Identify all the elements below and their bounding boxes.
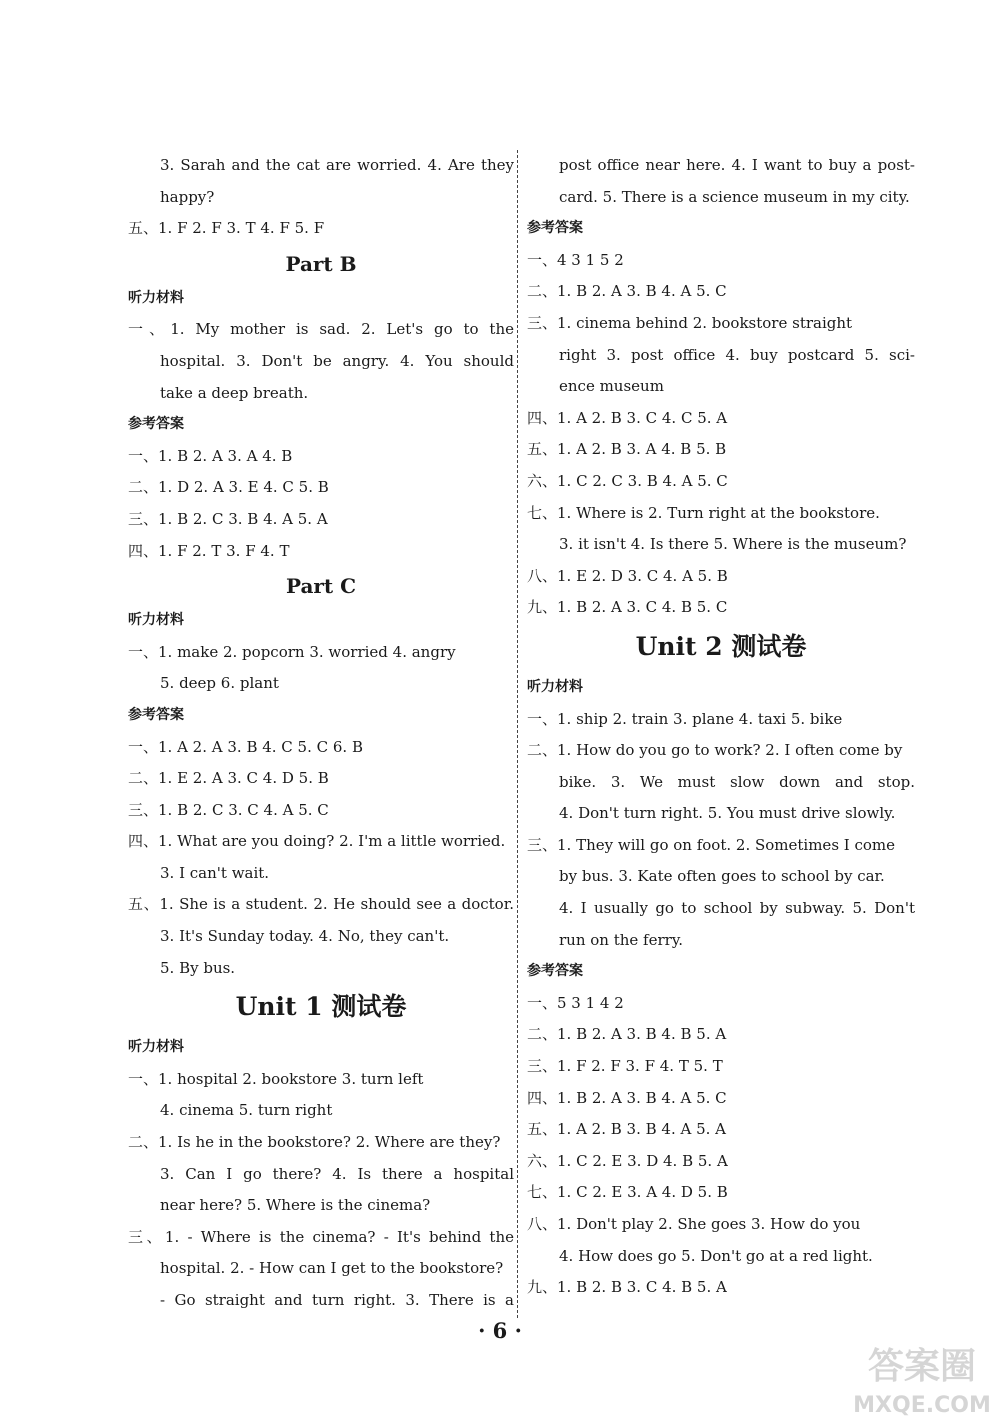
- part-heading: Part C: [285, 574, 357, 599]
- section-label: 听力材料: [527, 678, 583, 695]
- answer-line: 五、1. A 2. B 3. A 4. B 5. B: [527, 440, 727, 459]
- right-column: [527, 150, 915, 1304]
- answer-line: 八、1. E 2. D 3. C 4. A 5. B: [527, 566, 728, 585]
- answer-line: 九、1. B 2. A 3. C 4. B 5. C: [527, 598, 728, 617]
- answer-line: 四、1. What are you doing? 2. I'm a little worried.: [128, 832, 506, 851]
- answer-line: 4. I usually go to school by subway. 5. Don't: [559, 899, 915, 918]
- answer-line: hospital. 3. Don't be angry. 4. You should: [160, 351, 514, 370]
- answer-line: 二、1. B 2. A 3. B 4. B 5. A: [527, 1025, 727, 1044]
- answer-line: 三、1. - Where is the cinema? - It's behind the: [128, 1227, 514, 1246]
- section-label: 参考答案: [128, 416, 184, 433]
- answer-line: 三、1. They will go on foot. 2. Sometimes I come: [527, 835, 896, 854]
- answer-line: 七、1. Where is 2. Turn right at the bookstore.: [527, 503, 880, 522]
- answer-line: 二、1. How do you go to work? 2. I often come by: [527, 741, 903, 760]
- answer-line: 3. Can I go there? 4. Is there a hospital: [160, 1164, 514, 1183]
- answer-line: by bus. 3. Kate often goes to school by car.: [559, 867, 885, 886]
- answer-line: 4. How does go 5. Don't go at a red light.: [559, 1246, 873, 1265]
- section-heading: Unit 1 测试卷: [235, 992, 407, 1022]
- answer-line: 五、1. A 2. B 3. B 4. A 5. A: [527, 1120, 727, 1139]
- answer-line: 3. I can't wait.: [160, 863, 270, 882]
- answer-line: 二、1. B 2. A 3. B 4. A 5. C: [527, 282, 727, 301]
- answer-line: 一、5 3 1 4 2: [527, 993, 624, 1012]
- answer-line: 四、1. A 2. B 3. C 4. C 5. A: [527, 408, 728, 427]
- answer-line: 一、1. make 2. popcorn 3. worried 4. angry: [128, 642, 456, 661]
- page-number: · 6 ·: [478, 1318, 522, 1343]
- answer-line: 三、1. cinema behind 2. bookstore straight: [527, 313, 853, 332]
- section-heading: Unit 2 测试卷: [635, 631, 807, 661]
- answer-line: 一、1. ship 2. train 3. plane 4. taxi 5. bike: [527, 709, 843, 728]
- answer-line: - Go straight and turn right. 3. There is a: [160, 1291, 514, 1309]
- answer-line: 六、1. C 2. C 3. B 4. A 5. C: [527, 471, 728, 490]
- answer-line: 九、1. B 2. B 3. C 4. B 5. A: [527, 1278, 727, 1297]
- answer-line: 一、1. B 2. A 3. A 4. B: [128, 446, 293, 465]
- answer-line: 一、1. A 2. A 3. B 4. C 5. C 6. B: [128, 737, 363, 756]
- answer-line: 三、1. F 2. F 3. F 4. T 5. T: [527, 1057, 723, 1076]
- answer-line: 八、1. Don't play 2. She goes 3. How do you: [527, 1215, 861, 1233]
- answer-line: 一、4 3 1 5 2: [527, 250, 624, 269]
- answer-line: bike. 3. We must slow down and stop.: [559, 772, 915, 791]
- answer-line: 二、1. D 2. A 3. E 4. C 5. B: [128, 478, 329, 497]
- answer-line: 二、1. E 2. A 3. C 4. D 5. B: [128, 769, 329, 788]
- answer-line: 4. Don't turn right. 5. You must drive slowly.: [559, 804, 896, 823]
- answer-line: 三、1. B 2. C 3. C 4. A 5. C: [128, 800, 329, 819]
- answer-line: run on the ferry.: [559, 930, 684, 949]
- answer-line: 六、1. C 2. E 3. D 4. B 5. A: [527, 1151, 728, 1170]
- answer-line: 3. Sarah and the cat are worried. 4. Are they: [160, 156, 514, 174]
- answer-line: 3. It's Sunday today. 4. No, they can't.: [160, 927, 450, 946]
- section-label: 参考答案: [527, 963, 583, 980]
- section-label: 参考答案: [128, 706, 184, 723]
- answer-line: happy?: [160, 187, 215, 206]
- left-column: [128, 150, 514, 1317]
- answer-line: 二、1. Is he in the bookstore? 2. Where are they?: [128, 1133, 501, 1152]
- column-divider: [517, 150, 518, 1318]
- section-label: 参考答案: [527, 220, 583, 237]
- answer-line: hospital. 2. - How can I get to the bookstore?: [160, 1259, 504, 1278]
- answer-line: near here? 5. Where is the cinema?: [160, 1196, 431, 1215]
- answer-line: 四、1. F 2. T 3. F 4. T: [128, 541, 290, 560]
- answer-line: take a deep breath.: [160, 383, 309, 402]
- watermark-logo: [852, 1334, 992, 1420]
- answer-line: 五、1. F 2. F 3. T 4. F 5. F: [128, 219, 325, 238]
- answer-line: 一、1. My mother is sad. 2. Let's go to the: [128, 320, 514, 339]
- section-label: 听力材料: [128, 612, 184, 629]
- answer-line: card. 5. There is a science museum in my city.: [559, 187, 910, 206]
- section-label: 听力材料: [128, 289, 184, 306]
- answer-line: right 3. post office 4. buy postcard 5. sci-: [559, 345, 915, 364]
- answer-line: 一、1. hospital 2. bookstore 3. turn left: [128, 1069, 424, 1088]
- answer-line: 三、1. B 2. C 3. B 4. A 5. A: [128, 509, 328, 528]
- answer-line: 五、1. She is a student. 2. He should see a doctor.: [128, 895, 514, 914]
- answer-line: 七、1. C 2. E 3. A 4. D 5. B: [527, 1183, 728, 1202]
- answer-line: 四、1. B 2. A 3. B 4. A 5. C: [527, 1088, 727, 1107]
- answer-line: post office near here. 4. I want to buy a post-: [559, 156, 915, 174]
- section-label: 听力材料: [128, 1039, 184, 1056]
- answer-line: 5. By bus.: [160, 958, 236, 977]
- answer-line: 4. cinema 5. turn right: [160, 1101, 333, 1120]
- answer-line: ence museum: [559, 377, 664, 396]
- watermark-brand: 答案圈: [867, 1346, 977, 1387]
- answer-line: 3. it isn't 4. Is there 5. Where is the museum?: [559, 535, 907, 554]
- answer-line: 5. deep 6. plant: [160, 674, 279, 693]
- part-heading: Part B: [285, 251, 357, 276]
- watermark-url: MXQE.COM: [853, 1393, 991, 1418]
